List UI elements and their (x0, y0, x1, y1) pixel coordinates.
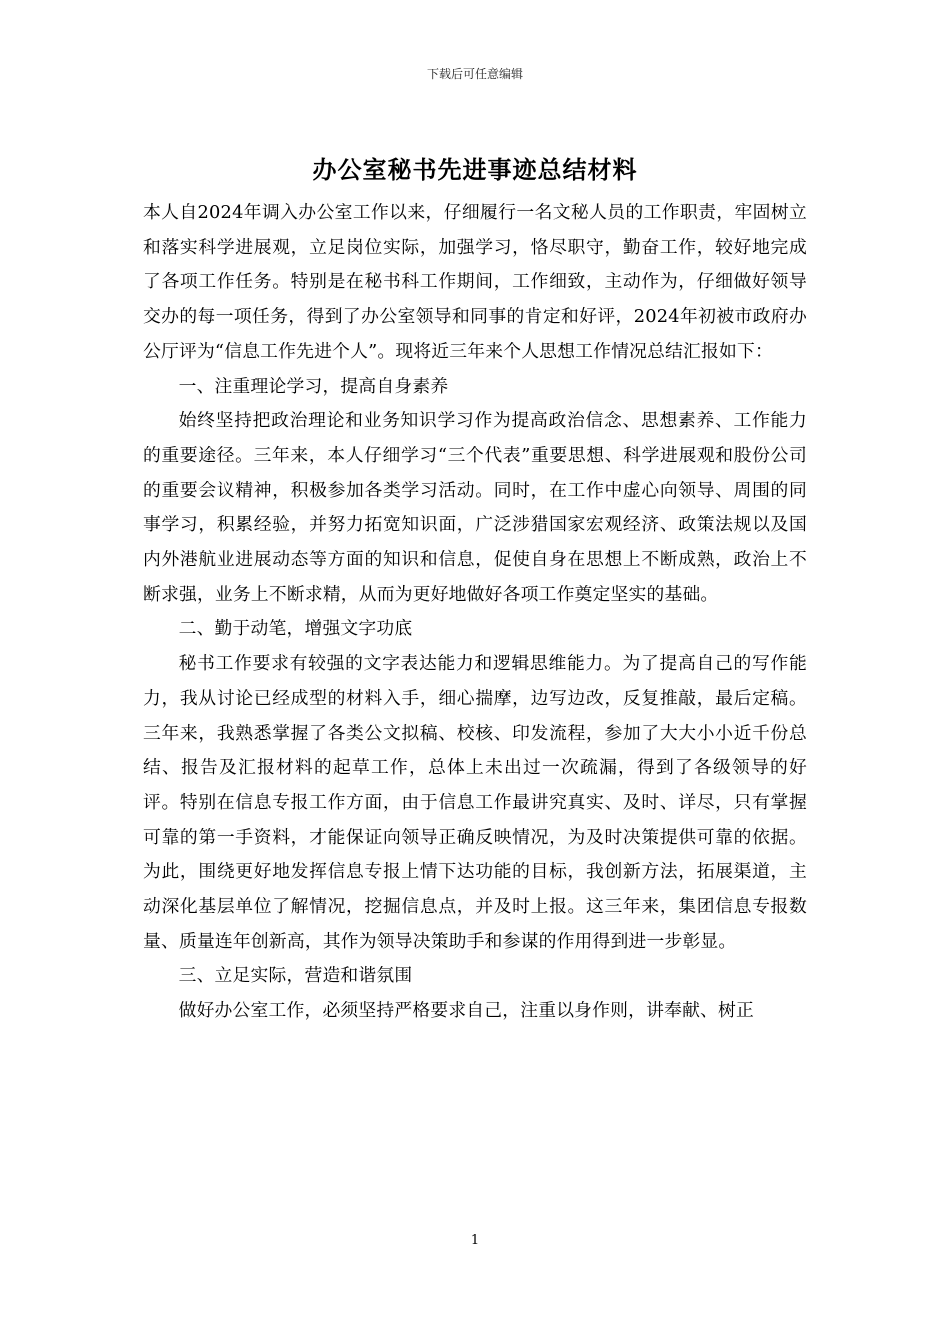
page-header-note: 下载后可任意编辑 (426, 67, 523, 81)
page-number: 1 (470, 1233, 480, 1248)
intro-paragraph: 本人自2024年调入办公室工作以来，仔细履行一名文秘人员的工作职责，牢固树立和落实科学进展观，立足岗位实际，加强学习，恪尽职守，勤奋工作，较好地完成了各项工作任务。特别是在秘书科工作期间，工作细致，主动作为，仔细做好领导交办的每一项任务，得到了办公室领导和同事的肯定和好评，2024年初被市政府办公厅评为“信息工作先进个人”。现将近三年来个人思想工作情况总结汇报如下： (143, 202, 807, 362)
section-1-paragraph: 始终坚持把政治理论和业务知识学习作为提高政治信念、思想素养、工作能力的重要途径。三年来，本人仔细学习“三个代表”重要思想、科学进展观和股份公司的重要会议精神，积极参加各类学习活动。同时，在工作中虚心向领导、周围的同事学习，积累经验，并努力拓宽知识面，广泛涉猎国家宏观经济、政策法规以及国内外港航业进展动态等方面的知识和信息，促使自身在思想上不断成熟，政治上不断求强，业务上不断求精，从而为更好地做好各项工作奠定坚实的基础。 (143, 410, 807, 605)
section-3-paragraph: 做好办公室工作，必须坚持严格要求自己，注重以身作则，讲奉献、树正 (178, 1000, 754, 1022)
section-heading-3: 三、立足实际，营造和谐氛围 (178, 965, 413, 987)
section-heading-1: 一、注重理论学习，提高自身素养 (178, 375, 449, 397)
document-body (143, 196, 807, 1029)
document-title: 办公室秘书先进事迹总结材料 (312, 156, 638, 184)
section-heading-2: 二、勤于动笔，增强文字功底 (178, 618, 413, 640)
section-2-paragraph: 秘书工作要求有较强的文字表达能力和逻辑思维能力。为了提高自己的写作能力，我从讨论已经成型的材料入手，细心揣摩，边写边改，反复推敲，最后定稿。三年来，我熟悉掌握了各类公文拟稿、校核、印发流程，参加了大大小小近千份总结、报告及汇报材料的起草工作，总体上未出过一次疏漏，得到了各级领导的好评。特别在信息专报工作方面，由于信息工作最讲究真实、及时、详尽，只有掌握可靠的第一手资料，才能保证向领导正确反映情况，为及时决策提供可靠的依据。为此，围绕更好地发挥信息专报上情下达功能的目标，我创新方法，拓展渠道，主动深化基层单位了解情况，挖掘信息点，并及时上报。这三年来，集团信息专报数量、质量连年创新高，其作为领导决策助手和参谋的作用得到进一步彰显。 (143, 653, 807, 952)
